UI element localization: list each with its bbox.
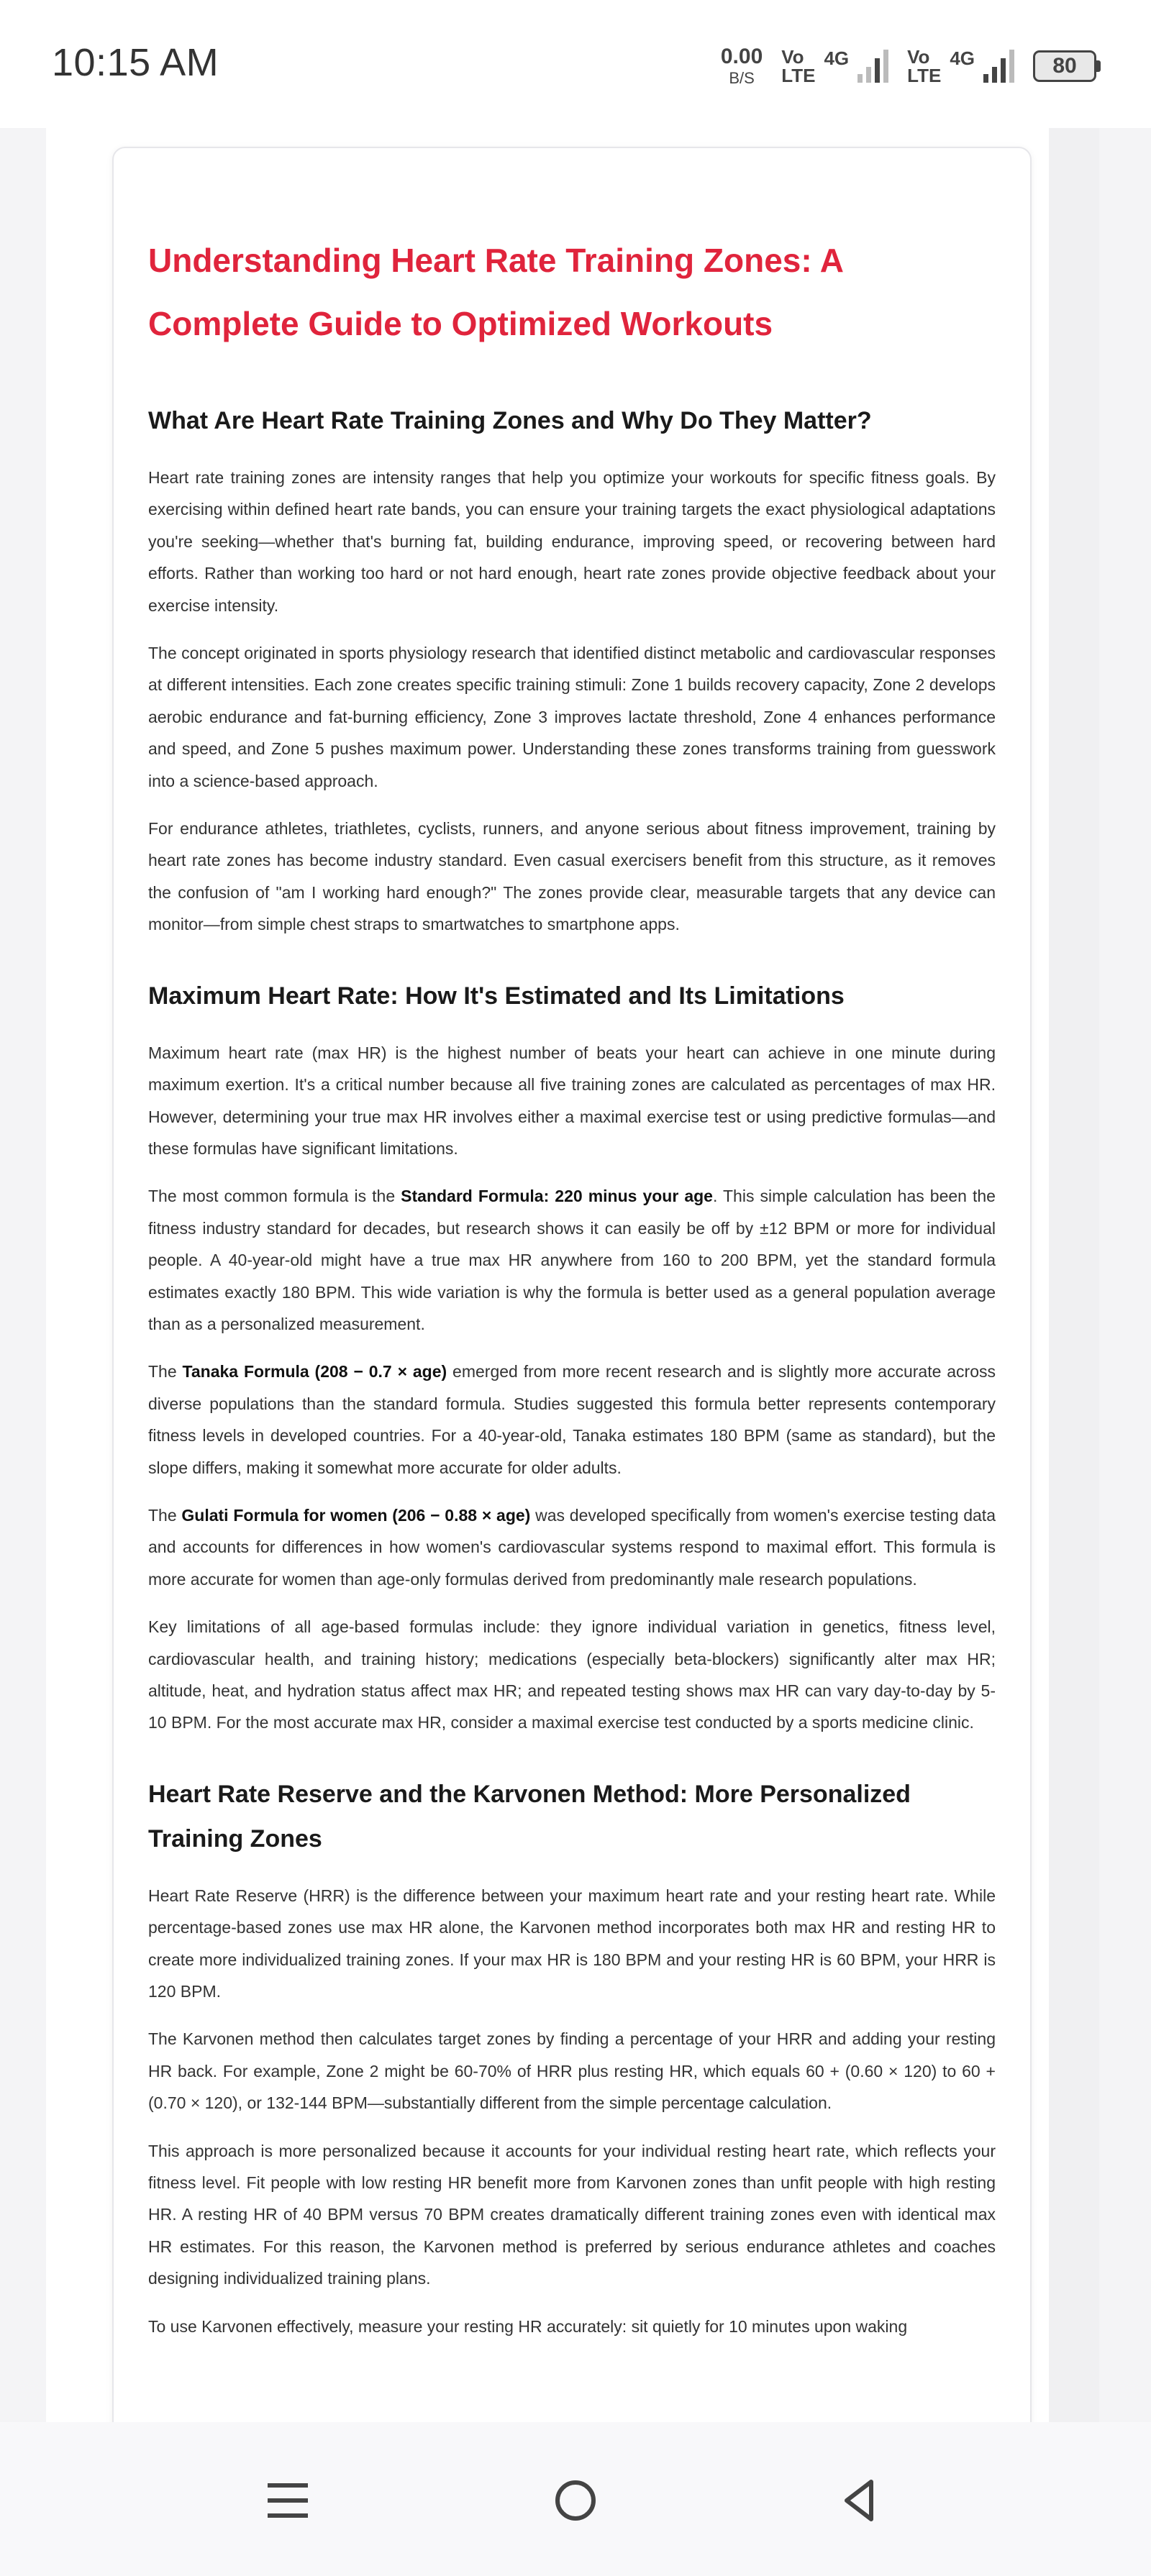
- paragraph: The Karvonen method then calculates target zones by finding a percentage of your HRR and adding your resting HR back. For example, Zone 2 might be 60-70% of HRR plus resting HR, which equals 60 + (0.60 × 120) to 60 + (0.70 × 120), or 132-144 BPM—substantially different from the simple percentage calculation.: [148, 2029, 996, 2113]
- section-heading: Maximum Heart Rate: How It's Estimated and Its Limitations: [148, 982, 845, 1010]
- paragraph: The Tanaka Formula (208 − 0.7 × age) emerged from more recent research and is slightly more accurate across diverse populations than the standard formula. Studies suggested this formula better represents contemporary fitness levels in developed countries. For a 40-year-old, Tanaka estimates 180 BPM (same as standard), but the slope differs, making it somewhat more accurate for older adults.: [148, 1362, 996, 1477]
- formula-name: Tanaka Formula (208 − 0.7 × age): [182, 1362, 447, 1381]
- paragraph: The Gulati Formula for women (206 − 0.88 × age) was developed specifically from women's exercise testing data and accounts for differences in how women's cardiovascular systems respond to maximal effort. This formula is more accurate for women than age-only formulas derived from predominantly male research populations.: [148, 1505, 996, 1589]
- signal-bars-icon: [983, 50, 1014, 83]
- sim1-signal: [781, 47, 888, 85]
- back-icon[interactable]: [827, 2468, 892, 2533]
- status-icons: [721, 37, 1101, 95]
- article-content: [148, 229, 996, 2358]
- section-heading: What Are Heart Rate Training Zones and Why Do They Matter?: [148, 407, 872, 434]
- paragraph: The most common formula is the Standard Formula: 220 minus your age. This simple calculation has been the fitness industry standard for decades, but research shows it can easily be off by ±12 BPM or more for individual people. A 40-year-old might have a true max HR anywhere from 160 to 200 BPM, yet the standard formula estimates exactly 180 BPM. This wide variation is why the formula is better used as a general population average than as a personalized measurement.: [148, 1187, 996, 1333]
- volte-icon: Vo LTE: [907, 46, 942, 86]
- status-time: 10:15 AM: [52, 41, 219, 84]
- paragraph: To use Karvonen effectively, measure your resting HR accurately: sit quietly for 10 minutes upon waking: [148, 2316, 908, 2336]
- network-type-label: 4G: [950, 47, 975, 69]
- paragraph: This approach is more personalized because it accounts for your individual resting heart rate, which reflects your fitness level. Fit people with low resting HR benefit more from Karvonen zones than unfit people with high resting HR. A resting HR of 40 BPM versus 70 BPM creates dramatically different training zones even with identical max HR estimates. For this reason, the Karvonen method is preferred by serious endurance athletes and coaches designing individualized training plans.: [148, 2141, 996, 2288]
- network-speed-unit: B/S: [729, 69, 755, 87]
- home-icon[interactable]: [543, 2468, 608, 2533]
- network-speed-value: 0.00: [720, 45, 763, 68]
- network-type-label: 4G: [824, 47, 850, 69]
- signal-bars-icon: [857, 50, 888, 83]
- navigation-bar: [0, 2422, 1151, 2576]
- network-speed: [721, 46, 763, 86]
- paragraph: Key limitations of all age-based formulas include: they ignore individual variation in genetics, fitness level, cardiovascular health, and training history; medications (especially beta-blockers) significantly alter max HR; altitude, heat, and hydration status affect max HR; and repeated testing shows max HR can vary day-to-day by 5-10 BPM. For the most accurate max HR, consider a maximal exercise test conducted by a sports medicine clinic.: [148, 1617, 996, 1732]
- paragraph: The concept originated in sports physiology research that identified distinct metabolic and cardiovascular responses at different intensities. Each zone creates specific training stimuli: Zone 1 builds recovery capacity, Zone 2 develops aerobic endurance and fat-burning efficiency, Zone 3 improves lactate threshold, Zone 4 enhances performance and speed, and Zone 5 pushes maximum power. Understanding these zones transforms training from guesswork into a science-based approach.: [148, 644, 996, 790]
- paragraph: Heart Rate Reserve (HRR) is the difference between your maximum heart rate and your resting heart rate. While percentage-based zones use max HR alone, the Karvonen method incorporates both max HR and resting HR to create more individualized training zones. If your max HR is 180 BPM and your resting HR is 60 BPM, your HRR is 120 BPM.: [148, 1886, 996, 2001]
- status-bar: [0, 0, 1151, 128]
- volte-icon: Vo LTE: [781, 46, 816, 86]
- battery-icon: [1033, 50, 1101, 82]
- formula-name: Gulati Formula for women (206 − 0.88 × age): [181, 1505, 531, 1525]
- paragraph: For endurance athletes, triathletes, cyclists, runners, and anyone serious about fitness improvement, training by heart rate zones has become industry standard. Even casual exercisers benefit from this structure, as it removes the confusion of "am I working hard enough?" The zones provide clear, measurable targets that any device can monitor—from simple chest straps to smartwatches to smartphone apps.: [148, 819, 996, 934]
- recents-icon[interactable]: [255, 2468, 320, 2533]
- page-gutter: [1049, 128, 1099, 2422]
- sim2-signal: [907, 47, 1014, 85]
- paragraph: Heart rate training zones are intensity ranges that help you optimize your workouts for specific fitness goals. By exercising within defined heart rate bands, you can ensure your training targets the exact physiological adaptations you're seeking—whether that's burning fat, building endurance, improving speed, or recovering between hard efforts. Rather than working too hard or not hard enough, heart rate zones provide objective feedback about your exercise intensity.: [148, 468, 996, 615]
- section-heading: Heart Rate Reserve and the Karvonen Method: More Personalized Training Zones: [148, 1780, 911, 1853]
- battery-level: 80: [1033, 50, 1096, 82]
- article-title: Understanding Heart Rate Training Zones: A Complete Guide to Optimized Workouts: [148, 242, 843, 342]
- formula-name: Standard Formula: 220 minus your age: [401, 1187, 713, 1206]
- paragraph: Maximum heart rate (max HR) is the highest number of beats your heart can achieve in one minute during maximum exertion. It's a critical number because all five training zones are calculated as percentages of max HR. However, determining your true max HR involves either a maximal exercise test or using predictive formulas—and these formulas have significant limitations.: [148, 1043, 996, 1158]
